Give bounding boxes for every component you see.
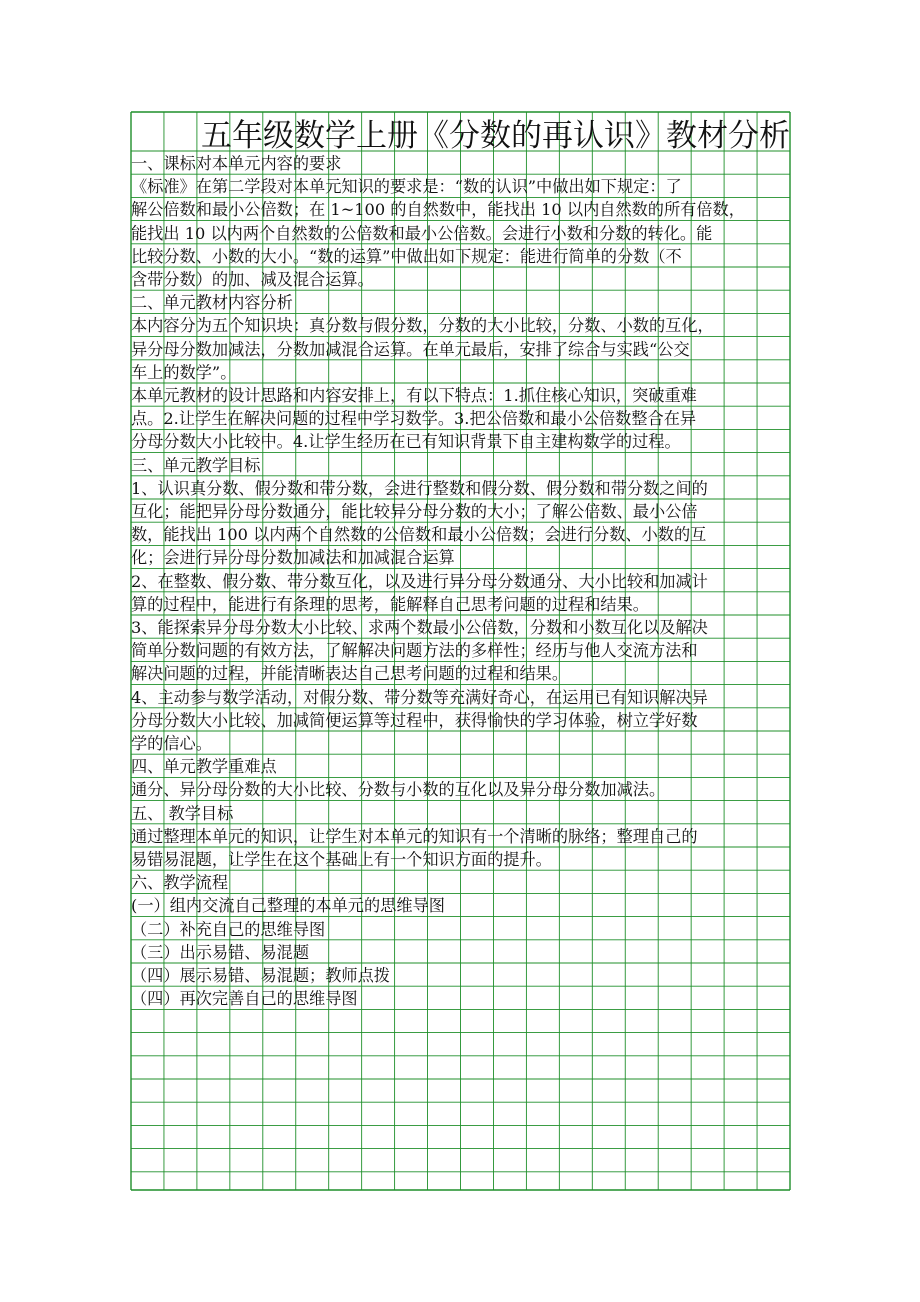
text-line: （四）再次完善自己的思维导图 <box>131 989 358 1009</box>
text-line: 解决问题的过程，并能清晰表达自己思考问题的过程和结果。 <box>131 664 569 684</box>
text-line: 《标准》在第二学段对本单元知识的要求是：“数的认识”中做出如下规定：了 <box>131 177 682 197</box>
text-line: 二、单元教材内容分析 <box>131 293 293 313</box>
text-line: 简单分数问题的有效方法，了解解决问题方法的多样性；经历与他人交流方法和 <box>131 641 698 661</box>
text-line: 能找出 10 以内两个自然数的公倍数和最小公倍数。会进行小数和分数的转化。能 <box>131 223 713 243</box>
text-line: 点。2.让学生在解决问题的过程中学习数学。3.把公倍数和最小公倍数整合在异 <box>131 409 697 429</box>
text-line: （三）出示易错、易混题 <box>131 942 310 962</box>
text-line: 1、认识真分数、假分数和带分数，会进行整数和假分数、假分数和带分数之间的 <box>131 478 708 498</box>
text-line: 三、单元教学目标 <box>131 455 261 475</box>
text-line: 异分母分数加减法，分数加减混合运算。在单元最后，安排了综合与实践“公交 <box>131 339 690 359</box>
text-line: 4、主动参与数学活动，对假分数、带分数等充满好奇心，在运用已有知识解决异 <box>131 687 708 707</box>
text-line: 易错易混题，让学生在这个基础上有一个知识方面的提升。 <box>131 850 552 869</box>
text-line: 比较分数、小数的大小。“数的运算”中做出如下规定：能进行简单的分数（不 <box>131 246 682 266</box>
text-line: 分母分数大小比较中。4.让学生经历在已有知识背景下自主建构数学的过程。 <box>131 432 681 452</box>
text-line: （四）展示易错、易混题；教师点拨 <box>131 966 390 985</box>
text-line: 3、能探索异分母分数大小比较、求两个数最小公倍数，分数和小数互化以及解决 <box>131 618 708 637</box>
text-line: 五、 教学目标 <box>131 803 234 823</box>
text-line: 本单元教材的设计思路和内容安排上，有以下特点：1.抓住核心知识，突破重难 <box>131 386 697 405</box>
text-line: 算的过程中，能进行有条理的思考，能解释自己思考问题的过程和结果。 <box>131 594 649 614</box>
text-line: （二）补充自己的思维导图 <box>131 919 326 939</box>
text-line: 四、单元教学重难点 <box>131 757 277 777</box>
text-line: 本内容分为五个知识块：真分数与假分数，分数的大小比较，分数、小数的互化， <box>131 316 714 336</box>
text-line: 2、在整数、假分数、带分数互化，以及进行异分母分数通分、大小比较和加减计 <box>131 571 708 591</box>
text-line: 数，能找出 100 以内两个自然数的公倍数和最小公倍数；会进行分数、小数的互 <box>131 525 707 545</box>
text-line: 车上的数学”。 <box>131 362 237 382</box>
text-line: 通过整理本单元的知识，让学生对本单元的知识有一个清晰的脉络；整理自己的 <box>131 826 698 846</box>
text-line: 学的信心。 <box>131 734 212 753</box>
text-line: 分母分数大小比较、加减简便运算等过程中，获得愉快的学习体验，树立学好数 <box>131 710 698 730</box>
text-line: (一）组内交流自己整理的本单元的思维导图 <box>131 896 445 916</box>
text-line: 解公倍数和最小公倍数；在 1~100 的自然数中，能找出 10 以内自然数的所有倍数， <box>131 200 745 220</box>
text-line: 通分、异分母分数的大小比较、分数与小数的互化以及异分母分数加减法。 <box>131 780 666 800</box>
text-line: 化；会进行异分母分数加减法和加减混合运算 <box>131 548 455 568</box>
text-line: 一、课标对本单元内容的要求 <box>131 154 342 173</box>
document-title: 五年级数学上册《分数的再认识》教材分析 <box>201 118 790 154</box>
text-line: 含带分数）的加、减及混合运算。 <box>131 270 374 289</box>
text-line: 六、教学流程 <box>131 873 229 893</box>
text-line: 互化；能把异分母分数通分，能比较异分母分数的大小；了解公倍数、最小公倍 <box>131 502 698 521</box>
